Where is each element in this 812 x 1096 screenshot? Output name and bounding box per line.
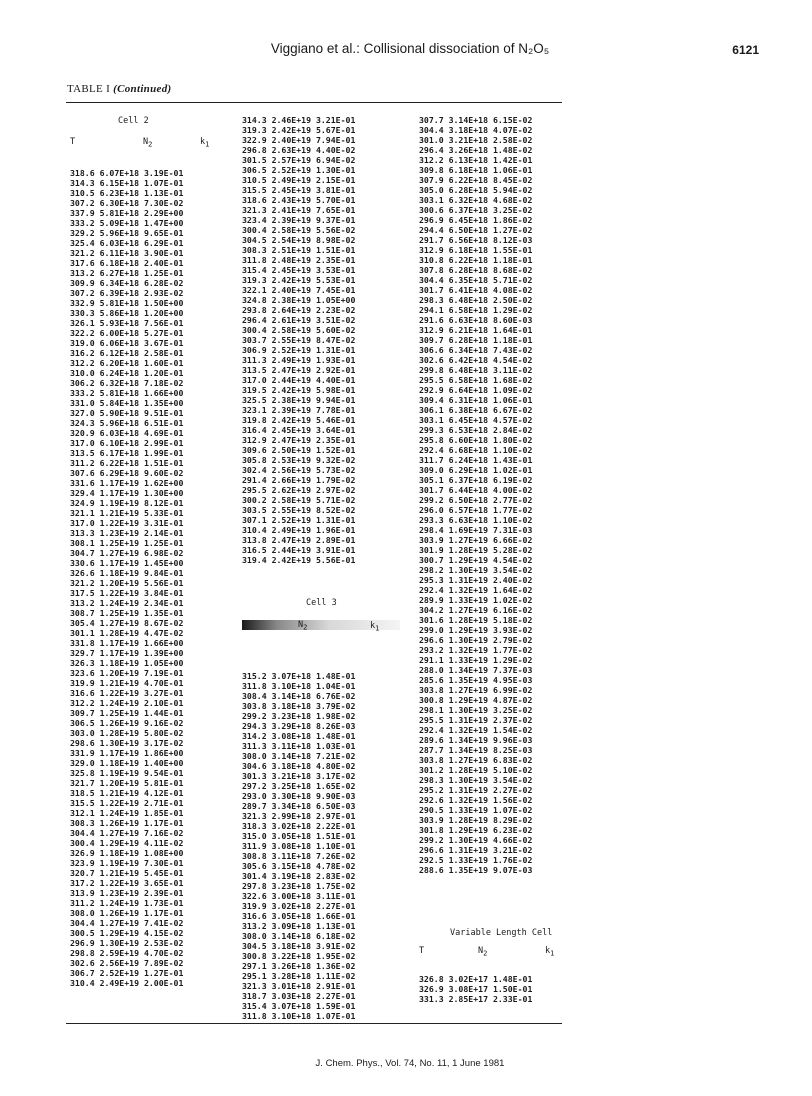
table-row: 300.4 1.29E+19 4.11E-02 [70, 838, 184, 848]
table-row: 296.4 3.26E+18 1.48E-02 [419, 145, 533, 155]
table-row: 307.2 6.39E+18 2.93E-02 [70, 288, 184, 298]
table-row: 307.9 6.22E+18 8.45E-02 [419, 175, 533, 185]
table-row: 296.8 2.63E+19 4.40E-02 [242, 145, 356, 155]
table-row: 329.2 5.96E+18 9.65E-01 [70, 228, 184, 238]
table-row: 312.9 6.21E+18 1.64E-01 [419, 325, 533, 335]
cell3-rows [242, 671, 355, 1021]
table-row: 309.6 2.50E+19 1.52E-01 [242, 445, 356, 455]
table-row: 306.1 6.38E+18 6.67E-02 [419, 405, 533, 415]
table-row: 311.7 6.24E+18 1.43E-01 [419, 455, 533, 465]
table-row: 308.8 3.11E+18 7.26E-02 [242, 851, 356, 861]
table-top-rule [66, 102, 562, 103]
table-row: 312.2 6.13E+18 1.42E-01 [419, 155, 533, 165]
table-row: 303.9 1.27E+19 6.66E-02 [419, 535, 533, 545]
table-row: 314.3 6.15E+18 1.07E-01 [70, 178, 184, 188]
cell3-title: Cell 3 [306, 598, 337, 608]
table-row: 315.4 3.07E+18 1.59E-01 [242, 1001, 356, 1011]
table-row: 324.3 5.96E+18 6.51E-01 [70, 418, 184, 428]
table-row: 314.3 2.46E+19 3.21E-01 [242, 115, 356, 125]
table-row: 309.4 6.31E+18 1.06E-01 [419, 395, 533, 405]
table-row: 294.3 3.29E+18 8.26E-03 [242, 721, 356, 731]
table-row: 325.5 2.38E+19 9.94E-01 [242, 395, 356, 405]
table-row: 311.8 2.48E+19 2.35E-01 [242, 255, 356, 265]
table-row: 304.6 3.18E+18 4.80E-02 [242, 761, 356, 771]
table-row: 295.8 6.60E+18 1.80E-02 [419, 435, 533, 445]
table-row: 301.7 6.41E+18 4.08E-02 [419, 285, 533, 295]
table-row: 326.9 1.18E+19 1.08E+00 [70, 848, 184, 858]
variable-cell-title: Variable Length Cell [450, 928, 553, 938]
table-row: 320.7 1.21E+19 5.45E-01 [70, 868, 184, 878]
table-row: 308.0 1.26E+19 1.17E-01 [70, 908, 184, 918]
table-row: 323.9 1.19E+19 7.30E-01 [70, 858, 184, 868]
table-row: 297.1 3.26E+18 1.36E-02 [242, 961, 356, 971]
table-row: 304.4 1.27E+19 7.16E-02 [70, 828, 184, 838]
table-row: 325.8 1.19E+19 9.54E-01 [70, 768, 184, 778]
table-row: 311.3 3.11E+18 1.03E-01 [242, 741, 356, 751]
table-label-prefix: TABLE I [67, 83, 111, 95]
table-row: 315.5 2.45E+19 3.81E-01 [242, 185, 356, 195]
table-row: 313.3 1.23E+19 2.14E-01 [70, 528, 184, 538]
table-row: 318.7 3.03E+18 2.27E-01 [242, 991, 356, 1001]
table-row: 306.2 6.32E+18 7.18E-02 [70, 378, 184, 388]
table-row: 326.6 1.18E+19 9.84E-01 [70, 568, 184, 578]
table-row: 300.8 3.22E+18 1.95E-02 [242, 951, 356, 961]
cell3-col-n: $N_2$ [298, 620, 308, 632]
page-number: 6121 [732, 43, 759, 57]
table-row: 299.8 6.48E+18 3.11E-02 [419, 365, 533, 375]
table-row: 337.9 5.81E+18 2.29E+00 [70, 208, 184, 218]
table-row: 305.4 1.27E+19 8.67E-02 [70, 618, 184, 628]
column2-rows [242, 115, 355, 565]
table-row: 298.8 2.59E+19 4.70E-02 [70, 948, 184, 958]
table-row: 317.5 1.22E+19 3.84E-01 [70, 588, 184, 598]
table-row: 309.0 6.29E+18 1.02E-01 [419, 465, 533, 475]
table-row: 308.0 3.14E+18 7.21E-02 [242, 751, 356, 761]
table-row: 317.2 1.22E+19 3.65E-01 [70, 878, 184, 888]
table-row: 320.9 6.03E+18 4.69E-01 [70, 428, 184, 438]
table-row: 322.1 2.40E+19 7.45E-01 [242, 285, 356, 295]
table-row: 300.7 1.29E+19 4.54E-02 [419, 555, 533, 565]
table-row: 311.8 3.10E+18 1.04E-01 [242, 681, 356, 691]
table-row: 288.6 1.35E+19 9.07E-03 [419, 865, 533, 875]
cell2-col-t: T [70, 137, 76, 147]
table-row: 312.9 2.47E+19 2.35E-01 [242, 435, 356, 445]
cell3-col-k: $k_1$ [370, 621, 380, 633]
table-row: 301.0 3.21E+18 2.58E-02 [419, 135, 533, 145]
table-row: 326.3 1.18E+19 1.05E+00 [70, 658, 184, 668]
table-row: 317.0 2.44E+19 4.40E-01 [242, 375, 356, 385]
table-row: 305.0 6.28E+18 5.94E-02 [419, 185, 533, 195]
table-row: 333.2 5.09E+18 1.47E+00 [70, 218, 184, 228]
table-row: 329.4 1.17E+19 1.30E+00 [70, 488, 184, 498]
cell2-title: Cell 2 [118, 116, 149, 126]
table-row: 311.3 2.49E+19 1.93E-01 [242, 355, 356, 365]
table-row: 301.9 1.28E+19 5.28E-02 [419, 545, 533, 555]
table-row: 321.3 3.01E+18 2.91E-01 [242, 981, 356, 991]
table-row: 294.4 6.50E+18 1.27E-02 [419, 225, 533, 235]
table-row: 303.7 2.55E+19 8.47E-02 [242, 335, 356, 345]
table-row: 306.5 2.52E+19 1.30E-01 [242, 165, 356, 175]
table-row: 301.4 3.19E+18 2.83E-02 [242, 871, 356, 881]
table-row: 312.9 6.18E+18 1.55E-01 [419, 245, 533, 255]
table-row: 306.6 6.34E+18 7.43E-02 [419, 345, 533, 355]
table-row: 322.2 6.00E+18 5.27E-01 [70, 328, 184, 338]
table-row: 324.8 2.38E+19 1.05E+00 [242, 295, 356, 305]
table-row: 313.5 6.17E+18 1.99E-01 [70, 448, 184, 458]
table-row: 294.1 6.58E+18 1.29E-02 [419, 305, 533, 315]
column3-rows [419, 115, 532, 875]
table-row: 319.8 2.42E+19 5.46E-01 [242, 415, 356, 425]
table-row: 301.7 6.44E+18 4.00E-02 [419, 485, 533, 495]
table-row: 319.5 2.42E+19 5.98E-01 [242, 385, 356, 395]
table-row: 318.6 2.43E+19 5.70E-01 [242, 195, 356, 205]
table-row: 299.0 1.29E+19 3.93E-02 [419, 625, 533, 635]
table-row: 302.6 6.42E+18 4.54E-02 [419, 355, 533, 365]
table-row: 312.2 6.20E+18 1.60E-01 [70, 358, 184, 368]
table-row: 311.2 6.22E+18 1.51E-01 [70, 458, 184, 468]
table-row: 292.6 1.32E+19 1.56E-02 [419, 795, 533, 805]
table-row: 313.9 1.23E+19 2.39E-01 [70, 888, 184, 898]
table-row: 289.6 1.34E+19 9.96E-03 [419, 735, 533, 745]
table-row: 319.3 2.42E+19 5.67E-01 [242, 125, 356, 135]
table-row: 298.3 1.30E+19 3.54E-02 [419, 775, 533, 785]
table-row: 303.8 1.27E+19 6.99E-02 [419, 685, 533, 695]
table-row: 304.4 1.27E+19 7.41E-02 [70, 918, 184, 928]
table-row: 321.7 1.20E+19 5.81E-01 [70, 778, 184, 788]
table-row: 303.8 1.27E+19 6.83E-02 [419, 755, 533, 765]
table-row: 292.9 6.64E+18 1.09E-02 [419, 385, 533, 395]
table-row: 321.3 2.41E+19 7.65E-01 [242, 205, 356, 215]
table-row: 310.0 6.24E+18 1.20E-01 [70, 368, 184, 378]
cell2-col-k: $k_1$ [200, 137, 210, 149]
table-row: 296.9 1.30E+19 2.53E-02 [70, 938, 184, 948]
table-row: 316.5 2.44E+19 3.91E-01 [242, 545, 356, 555]
table-row: 291.7 6.56E+18 8.12E-03 [419, 235, 533, 245]
table-row: 316.4 2.45E+19 3.64E-01 [242, 425, 356, 435]
table-row: 301.3 3.21E+18 3.17E-02 [242, 771, 356, 781]
table-row: 307.7 3.14E+18 6.15E-02 [419, 115, 533, 125]
table-row: 322.9 2.40E+19 7.94E-01 [242, 135, 356, 145]
table-row: 309.7 6.28E+18 1.18E-01 [419, 335, 533, 345]
table-row: 292.5 1.33E+19 1.76E-02 [419, 855, 533, 865]
table-row: 300.2 2.58E+19 5.71E-02 [242, 495, 356, 505]
table-row: 308.7 1.25E+19 1.35E-01 [70, 608, 184, 618]
table-row: 306.9 2.52E+19 1.31E-01 [242, 345, 356, 355]
running-header: Viggiano et al.: Collisional dissociation of N₂O₅ [270, 41, 550, 56]
table-row: 307.1 2.52E+19 1.31E-01 [242, 515, 356, 525]
table-row: 310.4 2.49E+19 1.96E-01 [242, 525, 356, 535]
table-row: 298.4 1.69E+19 7.31E-03 [419, 525, 533, 535]
table-row: 303.1 6.32E+18 4.68E-02 [419, 195, 533, 205]
table-row: 310.4 2.49E+19 2.00E-01 [70, 978, 184, 988]
table-row: 322.6 3.00E+18 3.11E-01 [242, 891, 356, 901]
table-row: 292.4 1.32E+19 1.64E-02 [419, 585, 533, 595]
table-row: 308.4 3.14E+18 6.76E-02 [242, 691, 356, 701]
table-row: 323.6 1.20E+19 7.19E-01 [70, 668, 184, 678]
table-row: 308.1 1.25E+19 1.25E-01 [70, 538, 184, 548]
table-row: 301.2 1.28E+19 5.10E-02 [419, 765, 533, 775]
table-row: 310.5 2.49E+19 2.15E-01 [242, 175, 356, 185]
table-row: 298.1 1.30E+19 3.25E-02 [419, 705, 533, 715]
table-row: 318.6 6.07E+18 3.19E-01 [70, 168, 184, 178]
table-row: 305.1 6.37E+18 6.19E-02 [419, 475, 533, 485]
table-row: 300.8 1.29E+19 4.87E-02 [419, 695, 533, 705]
table-row: 303.8 3.18E+18 3.79E-02 [242, 701, 356, 711]
table-row: 299.3 6.53E+18 2.84E-02 [419, 425, 533, 435]
table-row: 332.9 5.81E+18 1.50E+00 [70, 298, 184, 308]
table-row: 333.2 5.81E+18 1.66E+00 [70, 388, 184, 398]
table-row: 307.2 6.30E+18 7.30E-02 [70, 198, 184, 208]
table-row: 303.0 1.28E+19 5.80E-02 [70, 728, 184, 738]
table-row: 314.2 3.08E+18 1.48E-01 [242, 731, 356, 741]
table-row: 301.8 1.29E+19 6.23E-02 [419, 825, 533, 835]
table-row: 321.2 6.11E+18 3.90E-01 [70, 248, 184, 258]
table-row: 285.6 1.35E+19 4.95E-03 [419, 675, 533, 685]
table-row: 331.9 1.17E+19 1.86E+00 [70, 748, 184, 758]
table-row: 319.9 3.02E+18 2.27E-01 [242, 901, 356, 911]
table-row: 309.9 6.34E+18 6.28E-02 [70, 278, 184, 288]
table-row: 300.4 2.58E+19 5.56E-02 [242, 225, 356, 235]
table-row: 331.0 5.84E+18 1.35E+00 [70, 398, 184, 408]
table-row: 304.2 1.27E+19 6.16E-02 [419, 605, 533, 615]
table-row: 318.5 1.21E+19 4.12E-01 [70, 788, 184, 798]
table-row: 307.8 6.28E+18 8.68E-02 [419, 265, 533, 275]
table-row: 308.0 3.14E+18 6.18E-02 [242, 931, 356, 941]
variable-cell-col-t: T [419, 946, 425, 956]
table-row: 304.4 3.18E+18 4.07E-02 [419, 125, 533, 135]
table-row: 289.7 3.34E+18 6.50E-03 [242, 801, 356, 811]
table-row: 301.6 1.28E+19 5.18E-02 [419, 615, 533, 625]
table-row: 297.2 3.25E+18 1.65E-02 [242, 781, 356, 791]
table-row: 302.6 2.56E+19 7.89E-02 [70, 958, 184, 968]
table-row: 296.0 6.57E+18 1.77E-02 [419, 505, 533, 515]
table-row: 301.1 1.28E+19 4.47E-02 [70, 628, 184, 638]
table-row: 295.3 1.31E+19 2.40E-02 [419, 575, 533, 585]
table-row: 305.8 2.53E+19 9.32E-02 [242, 455, 356, 465]
table-row: 289.9 1.33E+19 1.02E-02 [419, 595, 533, 605]
table-row: 297.8 3.23E+18 1.75E-02 [242, 881, 356, 891]
table-row: 327.0 5.90E+18 9.51E-01 [70, 408, 184, 418]
table-row: 303.9 1.28E+19 8.29E-02 [419, 815, 533, 825]
table-row: 321.2 1.20E+19 5.56E-01 [70, 578, 184, 588]
table-row: 315.4 2.45E+19 3.53E-01 [242, 265, 356, 275]
table-row: 304.7 1.27E+19 6.98E-02 [70, 548, 184, 558]
table-row: 296.4 2.61E+19 3.51E-02 [242, 315, 356, 325]
table-row: 308.3 2.51E+19 1.51E-01 [242, 245, 356, 255]
table-row: 298.2 1.30E+19 3.54E-02 [419, 565, 533, 575]
table-row: 295.1 3.28E+18 1.11E-02 [242, 971, 356, 981]
table-row: 326.9 3.08E+17 1.50E-01 [419, 984, 533, 994]
table-row: 308.3 1.26E+19 1.17E-01 [70, 818, 184, 828]
cell2-rows [70, 168, 183, 988]
table-row: 301.5 2.57E+19 6.94E-02 [242, 155, 356, 165]
table-row: 331.3 2.85E+17 2.33E-01 [419, 994, 533, 1004]
table-row: 315.5 1.22E+19 2.71E-01 [70, 798, 184, 808]
table-row: 299.2 6.50E+18 2.77E-02 [419, 495, 533, 505]
table-row: 299.2 1.30E+19 4.66E-02 [419, 835, 533, 845]
table-row: 288.0 1.34E+19 7.37E-03 [419, 665, 533, 675]
table-row: 304.5 2.54E+19 8.98E-02 [242, 235, 356, 245]
table-row: 296.9 6.45E+18 1.86E-02 [419, 215, 533, 225]
table-row: 299.2 3.23E+18 1.98E-02 [242, 711, 356, 721]
table-row: 293.8 2.64E+19 2.23E-02 [242, 305, 356, 315]
table-row: 310.5 6.23E+18 1.13E-01 [70, 188, 184, 198]
table-row: 293.3 6.63E+18 1.10E-02 [419, 515, 533, 525]
table-row: 319.9 1.21E+19 4.70E-01 [70, 678, 184, 688]
table-row: 313.8 2.47E+19 2.89E-01 [242, 535, 356, 545]
table-row: 316.2 6.12E+18 2.58E-01 [70, 348, 184, 358]
table-row: 287.7 1.34E+19 8.25E-03 [419, 745, 533, 755]
table-row: 329.0 1.18E+19 1.40E+00 [70, 758, 184, 768]
table-row: 291.1 1.33E+19 1.29E-02 [419, 655, 533, 665]
table-row: 291.6 6.63E+18 8.60E-03 [419, 315, 533, 325]
table-row: 312.1 1.24E+19 1.85E-01 [70, 808, 184, 818]
journal-footer: J. Chem. Phys., Vol. 74, No. 11, 1 June 1981 [315, 1058, 505, 1069]
table-row: 309.8 6.18E+18 1.06E-01 [419, 165, 533, 175]
table-row: 330.6 1.17E+19 1.45E+00 [70, 558, 184, 568]
table-row: 316.6 3.05E+18 1.66E-01 [242, 911, 356, 921]
table-row: 303.1 6.45E+18 4.57E-02 [419, 415, 533, 425]
table-row: 315.0 3.05E+18 1.51E-01 [242, 831, 356, 841]
table-row: 307.6 6.29E+18 9.60E-02 [70, 468, 184, 478]
table-row: 306.5 1.26E+19 9.16E-02 [70, 718, 184, 728]
table-row: 317.0 1.22E+19 3.31E-01 [70, 518, 184, 528]
table-label [67, 83, 171, 95]
table-row: 295.5 6.58E+18 1.68E-02 [419, 375, 533, 385]
table-row: 306.7 2.52E+19 1.27E-01 [70, 968, 184, 978]
table-row: 291.4 2.66E+19 1.79E-02 [242, 475, 356, 485]
table-row: 304.5 3.18E+18 3.91E-02 [242, 941, 356, 951]
table-row: 330.3 5.86E+18 1.20E+00 [70, 308, 184, 318]
table-row: 313.2 6.27E+18 1.25E-01 [70, 268, 184, 278]
table-row: 319.3 2.42E+19 5.53E-01 [242, 275, 356, 285]
table-row: 331.6 1.17E+19 1.62E+00 [70, 478, 184, 488]
table-row: 290.5 1.33E+19 1.07E-02 [419, 805, 533, 815]
table-row: 311.8 3.10E+18 1.07E-01 [242, 1011, 356, 1021]
table-row: 296.6 1.30E+19 2.79E-02 [419, 635, 533, 645]
table-row: 298.3 6.48E+18 2.50E-02 [419, 295, 533, 305]
table-row: 323.4 2.39E+19 9.37E-01 [242, 215, 356, 225]
table-row: 316.6 1.22E+19 3.27E-01 [70, 688, 184, 698]
table-row: 317.6 6.18E+18 2.40E-01 [70, 258, 184, 268]
table-row: 296.6 1.31E+19 3.21E-02 [419, 845, 533, 855]
variable-cell-col-n: $N_2$ [478, 946, 488, 958]
table-row: 295.5 2.62E+19 2.97E-02 [242, 485, 356, 495]
table-row: 321.1 1.21E+19 5.33E-01 [70, 508, 184, 518]
table-row: 315.2 3.07E+18 1.48E-01 [242, 671, 356, 681]
table-row: 303.5 2.55E+19 8.52E-02 [242, 505, 356, 515]
table-row: 317.0 6.10E+18 2.99E-01 [70, 438, 184, 448]
table-row: 309.7 1.25E+19 1.44E-01 [70, 708, 184, 718]
table-bottom-rule [66, 1023, 562, 1024]
table-row: 295.2 1.31E+19 2.27E-02 [419, 785, 533, 795]
table-row: 329.7 1.17E+19 1.39E+00 [70, 648, 184, 658]
table-row: 292.4 1.32E+19 1.54E-02 [419, 725, 533, 735]
table-row: 323.1 2.39E+19 7.78E-01 [242, 405, 356, 415]
table-row: 313.2 3.09E+18 1.13E-01 [242, 921, 356, 931]
table-row: 302.4 2.56E+19 5.73E-02 [242, 465, 356, 475]
table-row: 313.5 2.47E+19 2.92E-01 [242, 365, 356, 375]
table-row: 304.4 6.35E+18 5.71E-02 [419, 275, 533, 285]
table-row: 313.2 1.24E+19 2.34E-01 [70, 598, 184, 608]
table-row: 298.6 1.30E+19 3.17E-02 [70, 738, 184, 748]
table-row: 311.9 3.08E+18 1.10E-01 [242, 841, 356, 851]
table-row: 310.8 6.22E+18 1.18E-01 [419, 255, 533, 265]
table-row: 312.2 1.24E+19 2.10E-01 [70, 698, 184, 708]
table-row: 326.1 5.93E+18 7.56E-01 [70, 318, 184, 328]
variable-cell-col-k: $k_1$ [545, 946, 555, 958]
table-label-continued: (Continued) [113, 83, 172, 95]
table-row: 300.4 2.58E+19 5.60E-02 [242, 325, 356, 335]
table-row: 295.5 1.31E+19 2.37E-02 [419, 715, 533, 725]
variable-cell-rows [419, 974, 532, 1004]
table-row: 292.4 6.68E+18 1.10E-02 [419, 445, 533, 455]
table-row: 318.3 3.02E+18 2.22E-01 [242, 821, 356, 831]
table-row: 331.8 1.17E+19 1.66E+00 [70, 638, 184, 648]
table-row: 293.2 1.32E+19 1.77E-02 [419, 645, 533, 655]
table-row: 319.4 2.42E+19 5.56E-01 [242, 555, 356, 565]
table-row: 305.6 3.15E+18 4.78E-02 [242, 861, 356, 871]
table-row: 319.0 6.06E+18 3.67E-01 [70, 338, 184, 348]
table-row: 324.9 1.19E+19 8.12E-01 [70, 498, 184, 508]
table-row: 311.2 1.24E+19 1.73E-01 [70, 898, 184, 908]
table-row: 300.5 1.29E+19 4.15E-02 [70, 928, 184, 938]
table-row: 293.0 3.30E+18 9.90E-03 [242, 791, 356, 801]
cell2-col-n: $N_2$ [143, 137, 153, 149]
table-row: 300.6 6.37E+18 3.25E-02 [419, 205, 533, 215]
table-row: 326.8 3.02E+17 1.48E-01 [419, 974, 533, 984]
table-row: 325.4 6.03E+18 6.29E-01 [70, 238, 184, 248]
table-row: 321.3 2.99E+18 2.97E-01 [242, 811, 356, 821]
